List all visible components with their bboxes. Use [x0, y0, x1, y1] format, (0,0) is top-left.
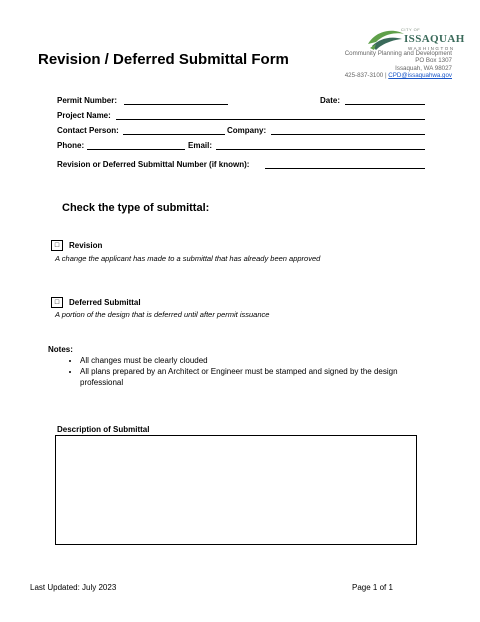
project-name-field[interactable] — [116, 119, 425, 120]
phone-field[interactable] — [87, 149, 185, 150]
note-item: • All changes must be clearly clouded — [80, 355, 430, 366]
company-field[interactable] — [271, 134, 425, 135]
po-box: PO Box 1307 — [415, 57, 452, 65]
revision-number-label: Revision or Deferred Submittal Number (if known): — [57, 160, 250, 169]
logo-city-of: CITY OF — [401, 27, 421, 32]
last-updated: Last Updated: July 2023 — [30, 583, 117, 592]
revision-label: Revision — [69, 241, 103, 250]
revision-number-field[interactable] — [265, 168, 425, 169]
contact-person-field[interactable] — [123, 134, 225, 135]
description-label: Description of Submittal — [57, 425, 150, 434]
deferred-submittal-description: A portion of the design that is deferred until after permit issuance — [55, 310, 270, 319]
logo-state: WASHINGTON — [408, 46, 455, 51]
notes-heading: Notes: — [48, 345, 73, 354]
phone-number: 425-837-3100 | — [344, 71, 387, 79]
phone-label: Phone: — [57, 141, 85, 150]
email-link[interactable]: CPD@issaquahwa.gov — [388, 71, 452, 79]
logo-city-name: ISSAQUAH — [404, 33, 465, 45]
revision-description: A change the applicant has made to a submittal that has already been approved — [55, 254, 321, 263]
permit-number-field[interactable] — [124, 104, 228, 105]
revision-option[interactable] — [51, 240, 102, 251]
submittal-type-heading: Check the type of submittal: — [62, 202, 210, 214]
checkbox-icon: □ — [54, 299, 60, 306]
deferred-submittal-option[interactable] — [51, 297, 141, 308]
email-label: Email: — [188, 141, 213, 150]
checkbox-icon: □ — [54, 242, 60, 249]
contact-person-label: Contact Person: — [57, 126, 119, 135]
date-field[interactable] — [345, 104, 425, 105]
project-name-label: Project Name: — [57, 111, 111, 120]
date-label: Date: — [320, 96, 341, 105]
permit-number-label: Permit Number: — [57, 96, 118, 105]
department: Community Planning and Development — [344, 50, 452, 57]
note-item: • All plans prepared by an Architect or Engineer must be stamped and signed by the design professional — [80, 366, 430, 388]
deferred-submittal-label: Deferred Submittal — [69, 298, 141, 307]
company-label: Company: — [227, 126, 267, 135]
page-title: Revision / Deferred Submittal Form — [38, 51, 289, 68]
description-textarea[interactable] — [55, 435, 417, 545]
notes-list — [64, 355, 430, 388]
fish-logo-icon — [366, 28, 406, 52]
email-field[interactable] — [216, 149, 425, 150]
city-address: Issaquah, WA 98027 — [395, 64, 452, 72]
revision-checkbox[interactable] — [51, 240, 63, 251]
phone-email-line — [345, 72, 452, 79]
contact-block — [345, 50, 452, 79]
deferred-submittal-checkbox[interactable] — [51, 297, 63, 308]
page-number: Page 1 of 1 — [352, 583, 393, 592]
